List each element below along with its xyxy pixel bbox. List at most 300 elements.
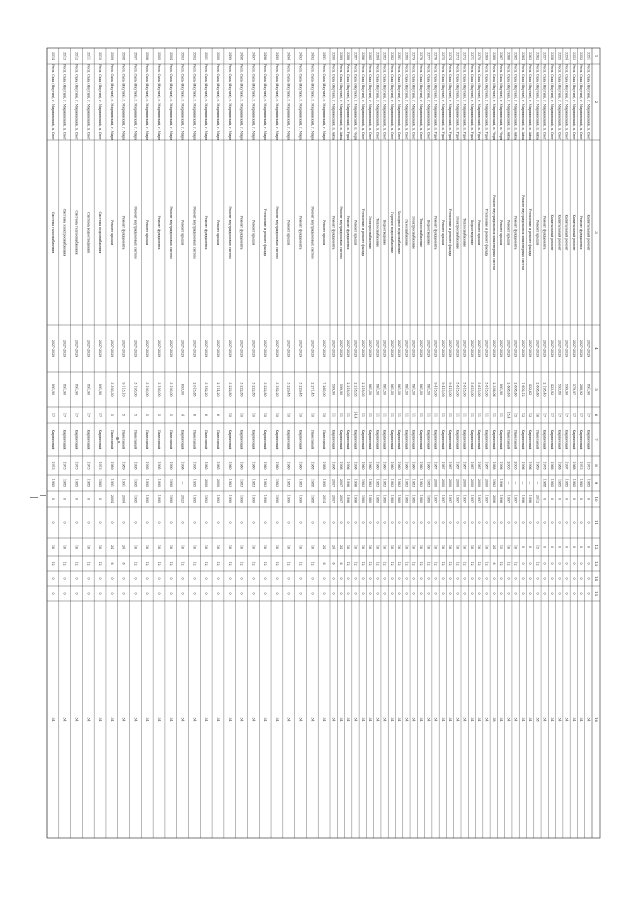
table-cell: 17 xyxy=(542,412,547,418)
table-cell: 0 xyxy=(322,521,327,524)
table-cell: 1980 xyxy=(368,494,373,504)
table-cell: 3491 xyxy=(322,51,327,61)
table-cell: 1996 xyxy=(528,494,533,504)
table-cell: 0 xyxy=(227,521,232,524)
work-type-cell: Утепление и ремонт фасада xyxy=(263,208,268,257)
table-cell: Кирпичный xyxy=(74,429,79,450)
table-cell: 12 xyxy=(360,561,365,566)
table-cell: 2027-2029 xyxy=(469,339,474,358)
table-cell: 0 xyxy=(448,577,453,580)
table-cell: 0 xyxy=(397,592,402,595)
table-cell: 0 xyxy=(62,592,67,595)
table-cell: 15 xyxy=(535,544,540,550)
table-cell: Панельный xyxy=(322,429,327,450)
table-cell: 1990 xyxy=(239,494,244,504)
table-cell: Кирпичный xyxy=(360,429,365,450)
table-cell: 0 xyxy=(168,521,173,524)
table-cell: Кирпичный xyxy=(477,429,482,450)
table-cell: Кирпичный xyxy=(368,429,373,450)
table-cell: Панельный xyxy=(310,429,315,450)
table-cell: 1997 xyxy=(455,494,460,504)
table-cell: 1990 xyxy=(274,494,279,504)
table-cell: 0 xyxy=(520,562,525,565)
address-cell: Респ. Саха (Якутия), г. Мирнинский, г. Мирн xyxy=(263,63,268,141)
table-cell: 2007 xyxy=(338,478,343,488)
table-cell: 16 xyxy=(74,544,79,550)
table-cell: 1995 xyxy=(133,478,138,488)
table-cell: 3384 xyxy=(375,51,380,61)
address-cell: Респ. Саха (Якутия), г. Мирнинский, п. Свет xyxy=(74,64,79,140)
table-cell: 3496 xyxy=(263,51,268,61)
table-cell: 34 xyxy=(549,717,554,722)
table-cell: 2012 xyxy=(535,494,540,504)
table-cell: 34 xyxy=(192,717,197,722)
table-cell: Панельный xyxy=(513,429,518,450)
table-cell: 0 xyxy=(418,577,423,580)
table-cell: 16 xyxy=(389,544,394,550)
table-cell: 34 xyxy=(404,717,409,722)
address-cell: Респ. Саха (Якутия), г. Мирнинский, п. Свет xyxy=(98,64,103,140)
table-cell: 0 xyxy=(180,577,185,580)
table-cell: Кирпичный xyxy=(375,429,380,450)
table-cell: 1985 xyxy=(86,478,91,488)
table-cell: 11 xyxy=(404,412,409,418)
table-cell: 861,50 xyxy=(404,383,409,396)
table-cell: 0 xyxy=(298,521,303,524)
table-cell: 0 xyxy=(274,577,279,580)
table-cell: 16 xyxy=(397,544,402,550)
table-cell: 34 xyxy=(571,717,576,722)
table-cell: 34 xyxy=(484,717,489,722)
address-cell: Респ. Саха (Якутия), г. Мирнинский, г. Мирн xyxy=(274,63,279,141)
table-cell: 0 xyxy=(462,592,467,595)
table-cell: 3362 xyxy=(535,51,540,61)
address-cell: Респ. Саха (Якутия), г. Мирнинский, п. Удач xyxy=(433,64,438,140)
work-type-cell: Ремонт крыши xyxy=(180,220,185,245)
table-cell: 3382 xyxy=(389,51,394,61)
table-cell: 0 xyxy=(484,577,489,580)
table-cell: 0 xyxy=(484,592,489,595)
table-cell: 0 xyxy=(404,577,409,580)
table-cell: 2014 xyxy=(322,494,327,504)
table-cell: 34 xyxy=(448,717,453,722)
table-cell: 1973 xyxy=(586,461,591,470)
table-cell: 1985 xyxy=(50,478,55,488)
table-cell: 17 xyxy=(557,412,562,418)
table-cell: 2027-2029 xyxy=(528,339,533,358)
table-cell: 3389 xyxy=(338,51,343,61)
table-cell: Панельный xyxy=(192,429,197,450)
table-cell: 5 615,00 xyxy=(469,382,474,397)
work-type-cell: Ремонт крыши xyxy=(506,220,511,245)
work-type-cell: Ремонт крыши xyxy=(145,220,150,245)
table-cell: 0 xyxy=(542,497,547,501)
table-cell: 16 xyxy=(375,544,380,550)
table-cell: 1993 xyxy=(204,494,209,504)
table-cell: 3 222,80 xyxy=(251,382,256,397)
table-cell: 1983 xyxy=(382,478,387,488)
table-cell: 34 xyxy=(62,717,67,722)
table-cell: 891,90 xyxy=(98,383,103,396)
table-cell: 0 xyxy=(557,521,562,524)
table-cell: 34 xyxy=(564,717,569,722)
table-cell: 12 xyxy=(440,561,445,566)
table-cell: 0 xyxy=(586,545,591,549)
table-cell: 1980 xyxy=(360,494,365,504)
table-cell: 861,50 xyxy=(411,383,416,396)
address-cell: Респ. Саха (Якутия), г. Мирнинский, п. Удач xyxy=(477,64,482,140)
table-cell: 0 xyxy=(469,521,474,524)
table-cell: 0 xyxy=(109,521,114,524)
table-cell: 2027-2029 xyxy=(397,339,402,358)
table-cell: 2027-2029 xyxy=(448,339,453,358)
table-cell: 0 xyxy=(549,592,554,595)
table-cell: 3352 xyxy=(579,51,584,61)
table-cell: 2027-2029 xyxy=(382,339,387,358)
table-cell: 0 xyxy=(455,592,460,595)
table-cell: 2 608,60 xyxy=(506,382,511,397)
table-cell: 1985 xyxy=(62,478,67,488)
table-cell: 0 xyxy=(571,545,576,549)
table-cell: 12 xyxy=(404,561,409,566)
table-cell: 3501 xyxy=(204,51,209,61)
table-cell: 2000 xyxy=(477,478,482,488)
work-type-cell: Система водоснабжения xyxy=(98,211,103,254)
table-cell: 2000 xyxy=(462,478,467,488)
table-cell: 3365 xyxy=(513,51,518,61)
address-cell: Респ. Саха (Якутия), г. Мирнинский, г. Мирн xyxy=(133,63,138,141)
table-cell: Кирпичный xyxy=(542,429,547,450)
address-cell: Респ. Саха (Якутия), г. Мирнинский, п. Свет xyxy=(389,64,394,140)
table-cell: 0 xyxy=(542,562,547,565)
table-cell: Кирпичный xyxy=(455,429,460,450)
table-cell: 0 xyxy=(528,577,533,580)
table-cell: 34 xyxy=(579,717,584,722)
table-cell: 5 xyxy=(168,413,173,417)
table-cell: 1995 xyxy=(322,478,327,488)
table-cell: 593,80 xyxy=(557,383,562,396)
table-cell: 1983 xyxy=(491,478,496,488)
table-cell: Кирпичный xyxy=(180,429,185,450)
work-type-cell: Горячее водоснабжение xyxy=(389,211,394,254)
address-cell: Респ. Саха (Якутия), г. Мирнинский, п. Черн xyxy=(499,63,504,141)
table-cell: 1960 xyxy=(239,461,244,470)
address-cell: Респ. Саха (Якутия), г. Мирнинский, п. Свет xyxy=(50,64,55,140)
table-cell: Кирпичный xyxy=(528,429,533,450)
address-cell: Респ. Саха (Якутия), г. Мирнинский, п. Свет xyxy=(571,64,576,140)
table-cell: 1980 xyxy=(426,494,431,504)
table-cell: 0 xyxy=(168,592,173,595)
address-cell: Респ. Саха (Якутия), г. Мирнинский, п. Свет xyxy=(382,64,387,140)
table-cell: 0 xyxy=(462,521,467,524)
table-cell: 34 xyxy=(499,717,504,722)
table-cell: 3492 xyxy=(310,51,315,61)
work-type-cell: Утепление и ремонт фасада xyxy=(448,208,453,257)
table-cell: 6 xyxy=(338,562,343,565)
table-cell: 3499 xyxy=(227,51,232,61)
table-cell: 1987 xyxy=(455,461,460,470)
address-cell: Респ. Саха (Якутия), г. Мирнинский, п. Айха xyxy=(513,64,518,140)
table-cell: 2027-2029 xyxy=(426,339,431,358)
table-cell: Панельный xyxy=(204,429,209,450)
table-cell: 1990 xyxy=(168,461,173,470)
table-cell: 2007 xyxy=(338,494,343,504)
table-cell: 1988 xyxy=(542,478,547,488)
table-cell: 1983 xyxy=(239,478,244,488)
table-cell: 861,50 xyxy=(426,383,431,396)
work-type-cell: Ремонт внутридомовых систем xyxy=(274,206,279,259)
table-cell: 1960 xyxy=(298,461,303,470)
table-cell: 12 xyxy=(180,561,185,566)
table-cell: 3 222,80 xyxy=(263,382,268,397)
table-cell: 0 xyxy=(204,521,209,524)
table-cell: 34 xyxy=(204,717,209,722)
table-cell: 1996 xyxy=(346,461,351,470)
table-cell: 1986 xyxy=(557,461,562,470)
table-cell: 16 xyxy=(180,544,185,550)
table-cell: 3 193,00 xyxy=(133,382,138,397)
table-cell: Кирпичный xyxy=(98,429,103,450)
table-cell: 12 xyxy=(204,561,209,566)
table-cell: 0 xyxy=(528,545,533,549)
table-cell: 11 xyxy=(440,412,445,418)
table-cell: 6 xyxy=(491,562,496,565)
table-cell: 0 xyxy=(50,521,55,524)
table-cell: 1960 xyxy=(286,461,291,470)
table-cell: 3385 xyxy=(368,51,373,61)
table-cell: 24 xyxy=(491,544,496,550)
table-cell: 0 xyxy=(251,592,256,595)
table-cell: 0 xyxy=(192,577,197,580)
work-type-cell: Ремонт фундамента xyxy=(157,215,162,250)
table-cell: 0 xyxy=(145,592,150,595)
table-cell: 12 xyxy=(469,561,474,566)
table-cell: 10 xyxy=(310,412,315,418)
table-cell: 0 xyxy=(62,577,67,580)
table-cell: 0 xyxy=(239,577,244,580)
table-cell: 2027-2029 xyxy=(571,339,576,358)
work-type-cell: Система теплоснабжения xyxy=(74,210,79,255)
table-cell: 2007 xyxy=(331,494,336,504)
table-cell: 599,90 xyxy=(564,383,569,396)
table-cell: 0 xyxy=(542,577,547,580)
table-cell: 0 xyxy=(338,521,343,524)
table-cell: 16 xyxy=(204,544,209,550)
column-number: 4 xyxy=(594,347,599,350)
table-cell: 2027-2029 xyxy=(433,339,438,358)
table-cell: 3512 xyxy=(74,51,79,61)
address-cell: Респ. Саха (Якутия), г. Мирнинский, п. Айха xyxy=(520,64,525,140)
work-type-cell: Газоснабжение xyxy=(404,219,409,246)
address-cell: Респ. Саха (Якутия), г. Мирнинский, п. Свет xyxy=(375,64,380,140)
table-cell: 0 xyxy=(121,521,126,524)
table-cell: 1985 xyxy=(549,478,554,488)
work-type-cell: Система водоотведения xyxy=(86,212,91,253)
table-cell: 0 xyxy=(251,577,256,580)
table-cell: 1960 xyxy=(263,461,268,470)
table-cell: 3368 xyxy=(491,51,496,61)
table-cell: 2027-2029 xyxy=(192,339,197,358)
table-cell: 2027-2029 xyxy=(227,339,232,358)
table-cell: 12 xyxy=(411,561,416,566)
table-cell: 2027-2029 xyxy=(484,339,489,358)
address-cell: Респ. Саха (Якутия), г. Мирнинский, п. Удач xyxy=(462,64,467,140)
table-cell: Панельный xyxy=(535,429,540,450)
address-cell: Респ. Саха (Якутия), г. Мирнинский, п. Удач xyxy=(448,64,453,140)
table-cell: 12 xyxy=(251,561,256,566)
table-cell: 0 xyxy=(298,592,303,595)
table-cell: 1960 xyxy=(404,461,409,470)
table-cell: 2027-2029 xyxy=(180,339,185,358)
table-cell: 0 xyxy=(109,577,114,580)
table-cell: 2027-2029 xyxy=(298,339,303,358)
table-cell: Кирпичный xyxy=(298,429,303,450)
table-cell: 10 xyxy=(227,412,232,418)
work-type-cell: Ремонт крыши xyxy=(322,220,327,245)
table-cell: 1985 xyxy=(204,461,209,470)
work-type-cell: Ремонт фундамента xyxy=(204,215,209,250)
table-cell: 3502 xyxy=(192,51,197,61)
table-cell: 1983 xyxy=(404,478,409,488)
table-cell: 1987 xyxy=(448,461,453,470)
table-cell: 5 615,00 xyxy=(484,382,489,397)
table-cell: 0 xyxy=(98,592,103,595)
table-cell: 16 xyxy=(484,544,489,550)
table-cell: 34 xyxy=(455,717,460,722)
table-cell: 12 xyxy=(86,561,91,566)
table-cell: 10 xyxy=(298,412,303,418)
table-cell: 1985 xyxy=(586,478,591,488)
table-cell: Панельный xyxy=(506,429,511,450)
table-cell: 16 xyxy=(477,544,482,550)
table-cell: 11 xyxy=(331,412,336,418)
table-cell: 1997 xyxy=(477,494,482,504)
work-type-cell: Холодное водоснабжение xyxy=(397,210,402,255)
table-cell: 0 xyxy=(74,497,79,501)
table-cell: 1980 xyxy=(382,494,387,504)
work-type-cell: Ремонт внутридомовых систем xyxy=(310,206,315,259)
table-cell: 1973 xyxy=(86,461,91,470)
table-cell: 1995 xyxy=(133,461,138,470)
work-type-cell: Ремонт фундамента xyxy=(239,215,244,250)
work-type-cell: Система газоснабжения xyxy=(50,211,55,254)
table-cell: 1989 xyxy=(109,461,114,470)
table-cell: 0 xyxy=(535,577,540,580)
table-cell: 0 xyxy=(426,592,431,595)
table-cell: 0 xyxy=(579,562,584,565)
table-cell: Кирпичный xyxy=(227,429,232,450)
table-cell: 2003 xyxy=(506,461,511,470)
table-cell: 6 xyxy=(109,562,114,565)
table-cell: Кирпичный xyxy=(426,429,431,450)
table-cell: 34 xyxy=(50,717,55,722)
table-cell: 17 xyxy=(571,412,576,418)
table-cell: 12 xyxy=(448,561,453,566)
table-cell: 1983 xyxy=(227,478,232,488)
table-cell: 0 xyxy=(440,577,445,580)
table-cell: 861,50 xyxy=(368,383,373,396)
table-cell: 3494 xyxy=(286,51,291,61)
table-cell: 1987 xyxy=(462,461,467,470)
address-cell: Респ. Саха (Якутия), г. Мирнинский, г. Мирн xyxy=(145,63,150,141)
table-cell: 861,50 xyxy=(397,383,402,396)
table-cell: 0 xyxy=(564,497,569,501)
table-cell: Кирпичный xyxy=(251,429,256,450)
table-cell: 17 xyxy=(98,412,103,418)
work-type-cell: Электроснабжение xyxy=(411,216,416,249)
table-cell: 34 xyxy=(382,717,387,722)
table-cell: 2027-2029 xyxy=(418,339,423,358)
table-cell: 1980 xyxy=(404,494,409,504)
table-cell: 0 xyxy=(469,592,474,595)
table-cell: 2027-2029 xyxy=(353,339,358,358)
table-cell: 3372 xyxy=(462,51,467,61)
table-cell: 5 xyxy=(121,413,126,417)
table-cell: Кирпичный xyxy=(491,429,496,450)
table-cell: 1996 xyxy=(353,461,358,470)
table-cell: 0 xyxy=(382,592,387,595)
table-cell: 17 xyxy=(586,412,591,418)
table-cell: 2027-2029 xyxy=(215,339,220,358)
table-cell: 0 xyxy=(426,521,431,524)
address-cell: Респ. Саха (Якутия), г. Мирнинский, г. Мирн xyxy=(168,63,173,141)
table-cell: 12 xyxy=(50,561,55,566)
table-cell: 0 xyxy=(557,562,562,565)
table-cell: 0 xyxy=(50,497,55,501)
table-cell: 34 xyxy=(322,717,327,722)
table-cell: 10 xyxy=(263,412,268,418)
table-cell: — xyxy=(180,481,185,485)
table-cell: 34 xyxy=(433,717,438,722)
work-type-cell: Ремонт крыши xyxy=(440,220,445,245)
table-cell: 2027-2029 xyxy=(564,339,569,358)
table-cell: 2027-2029 xyxy=(375,339,380,358)
table-cell: 2027-2029 xyxy=(274,339,279,358)
table-cell: 0 xyxy=(535,592,540,595)
table-cell: 3506 xyxy=(145,51,150,61)
table-cell: — xyxy=(520,481,525,485)
address-cell: Респ. Саха (Якутия), г. Мирнинский, п. Свет xyxy=(557,64,562,140)
table-cell: 3375 xyxy=(440,51,445,61)
table-cell: 0 xyxy=(448,521,453,524)
table-cell: 2027-2029 xyxy=(62,339,67,358)
table-cell: 3 222,80 xyxy=(239,382,244,397)
table-cell: 3 182,20 xyxy=(274,382,279,397)
table-cell: 6 xyxy=(121,562,126,565)
table-cell: 1973 xyxy=(98,461,103,470)
table-cell: 0 xyxy=(520,592,525,595)
table-cell: 34 xyxy=(98,717,103,722)
column-number: 16 xyxy=(594,716,599,723)
table-cell: Кирпичный xyxy=(499,429,504,450)
table-cell: 0 xyxy=(133,592,138,595)
table-cell: 0 xyxy=(404,592,409,595)
table-cell: 5 615,00 xyxy=(477,382,482,397)
table-cell: 34 xyxy=(586,717,591,722)
table-cell: Кирпичный xyxy=(62,429,67,450)
address-cell: Респ. Саха (Якутия), г. Мирнинский, г. Мирн xyxy=(121,63,126,141)
table-cell: Кирпичный xyxy=(353,429,358,450)
table-cell: 1960 xyxy=(227,461,232,470)
table-cell: Кирпичный xyxy=(86,429,91,450)
table-cell: 5 xyxy=(109,413,114,417)
table-cell: 0 xyxy=(564,545,569,549)
table-cell: 1983 xyxy=(418,478,423,488)
table-cell: 0 xyxy=(549,521,554,524)
table-cell: Кирпичный xyxy=(389,429,394,450)
table-cell: 11 xyxy=(455,412,460,418)
scan-speck xyxy=(118,441,120,443)
